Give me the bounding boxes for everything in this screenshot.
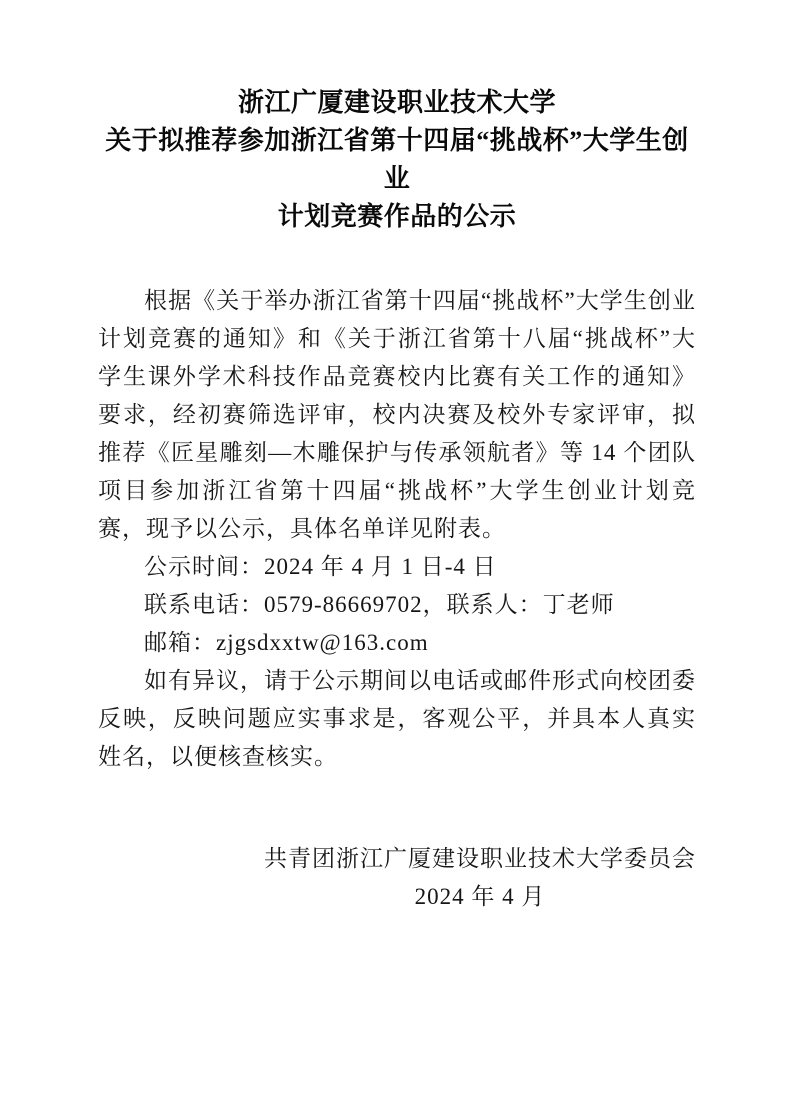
document-body [98, 282, 696, 776]
signature-date: 2024 年 4 月 [414, 884, 546, 909]
signature-organization: 共青团浙江广厦建设职业技术大学委员会 [264, 846, 696, 871]
contact-email-line: 邮箱：zjgsdxxtw@163.com [144, 630, 429, 655]
contact-phone-line: 联系电话：0579-86669702，联系人：丁老师 [144, 592, 615, 617]
document-title [98, 84, 696, 236]
document-title-line-1: 浙江广厦建设职业技术大学 [237, 88, 556, 117]
document-title-line-2: 关于拟推荐参加浙江省第十四届“挑战杯”大学生创业 [105, 126, 689, 193]
paragraph-objection: 如有异议，请于公示期间以电话或邮件形式向校团委反映，反映问题应实事求是，客观公平，并具本人真实姓名，以便核查核实。 [98, 668, 696, 769]
paragraph-intro: 根据《关于举办浙江省第十四届“挑战杯”大学生创业计划竞赛的通知》和《关于浙江省第十八届“挑战杯”大学生课外学术科技作品竞赛校内比赛有关工作的通知》要求，经初赛筛选评审，校内决赛及校外专家评审，拟推荐《匠星雕刻—木雕保护与传承领航者》等 14 个团队项目参加浙江省第十四届“挑战杯”大学生创业计划竞赛，现予以公示，具体名单详见附表。 [98, 288, 696, 541]
signature-block [264, 840, 696, 916]
publicity-time-line: 公示时间：2024 年 4 月 1 日-4 日 [144, 554, 497, 579]
document-title-line-3: 计划竞赛作品的公示 [277, 202, 517, 231]
